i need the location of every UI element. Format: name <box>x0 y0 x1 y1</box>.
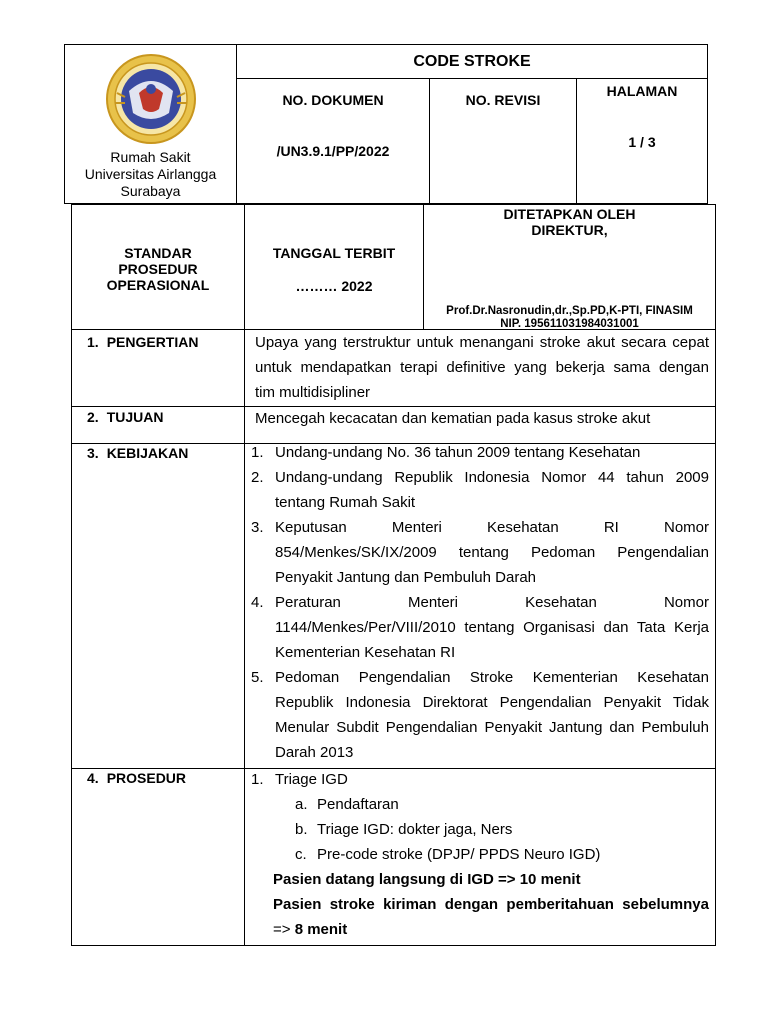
section-label-prosedur: 4. PROSEDUR <box>87 770 187 786</box>
kebijakan-list <box>245 440 709 765</box>
document-title-cell <box>236 44 708 79</box>
prosedur-item: 1. Triage IGD <box>251 771 348 788</box>
pengertian-text: Upaya yang terstruktur untuk menangani stroke akut secara cepat untuk mendapatkan terapi definitive yang bekerja sama dengan tim multidisipliner <box>255 334 709 401</box>
halaman-cell <box>576 78 708 204</box>
ditetapkan-label: DITETAPKAN OLEH DIREKTUR, <box>503 206 636 238</box>
kebijakan-item: 1. Undang-undang No. 36 tahun 2009 tentang Kesehatan <box>251 444 641 461</box>
no-dokumen-label: NO. DOKUMEN <box>282 92 384 108</box>
section-label-kebijakan: 3. KEBIJAKAN <box>87 445 189 461</box>
kebijakan-item: 5. Pedoman Pengendalian Stroke Kementerian Kesehatan Republik Indonesia Direktorat Pengendalian Penyakit Tidak Menular Subdit Pengendalian Penyakit Jantung dan Pembuluh Darah 2013 <box>251 669 709 761</box>
document-title: CODE STROKE <box>413 53 531 70</box>
no-revisi-cell <box>429 78 577 204</box>
pengertian-content-cell <box>244 329 716 407</box>
tujuan-content-cell <box>244 406 716 444</box>
prosedur-content-cell <box>244 768 716 946</box>
university-seal-logo <box>99 51 203 147</box>
signatory-name: Prof.Dr.Nasronudin,dr.,Sp.PD,K-PTI, FINASIM <box>446 305 693 317</box>
kebijakan-content-cell <box>244 443 716 769</box>
header-logo-cell <box>64 44 237 204</box>
halaman-value: 1 / 3 <box>628 134 656 150</box>
prosedur-note-direct: Pasien datang langsung di IGD => 10 menit <box>273 871 581 888</box>
pengertian-label-cell <box>71 329 245 407</box>
no-revisi-label: NO. REVISI <box>465 92 541 108</box>
signatory-nip: NIP. 195611031984031001 <box>500 318 639 330</box>
prosedur-subitem: c. Pre-code stroke (DPJP/ PPDS Neuro IGD) <box>295 846 601 863</box>
prosedur-note-referral-time: => 8 menit <box>273 921 348 938</box>
kebijakan-item: 4. Peraturan Menteri Kesehatan Nomor 1144/Menkes/Per/VIII/2010 tentang Organisasi dan Tata Kerja Kementerian Kesehatan RI <box>251 594 709 661</box>
institution-name: Rumah Sakit Universitas Airlangga Surabaya <box>84 149 217 199</box>
kebijakan-item: 3. Keputusan Menteri Kesehatan RI Nomor 854/Menkes/SK/IX/2009 tentang Pedoman Pengendalian Penyakit Jantung dan Pembuluh Darah <box>251 519 709 586</box>
prosedur-list <box>245 767 709 942</box>
sop-label: STANDAR PROSEDUR OPERASIONAL <box>106 245 210 293</box>
kebijakan-item: 2. Undang-undang Republik Indonesia Nomor 44 tahun 2009 tentang Rumah Sakit <box>251 469 709 511</box>
tanggal-value: ……… 2022 <box>295 278 373 294</box>
no-dokumen-value: /UN3.9.1/PP/2022 <box>276 143 390 159</box>
prosedur-subitem: a. Pendaftaran <box>295 796 399 813</box>
kebijakan-label-cell <box>71 443 245 769</box>
halaman-label: HALAMAN <box>606 83 678 99</box>
sop-cell <box>71 204 245 330</box>
prosedur-label-cell <box>71 768 245 946</box>
tanggal-cell <box>244 204 424 330</box>
prosedur-subitem: b. Triage IGD: dokter jaga, Ners <box>295 821 513 838</box>
tujuan-text: Mencegah kecacatan dan kematian pada kasus stroke akut <box>255 410 651 427</box>
section-label-tujuan: 2. TUJUAN <box>87 409 164 425</box>
tujuan-label-cell <box>71 406 245 444</box>
section-label-pengertian: 1. PENGERTIAN <box>87 334 199 350</box>
no-dokumen-cell <box>236 78 430 204</box>
prosedur-note-referral: Pasien stroke kiriman dengan pemberitahuan sebelumnya <box>273 896 709 913</box>
tanggal-label: TANGGAL TERBIT <box>272 245 396 261</box>
ditetapkan-cell <box>423 204 716 330</box>
